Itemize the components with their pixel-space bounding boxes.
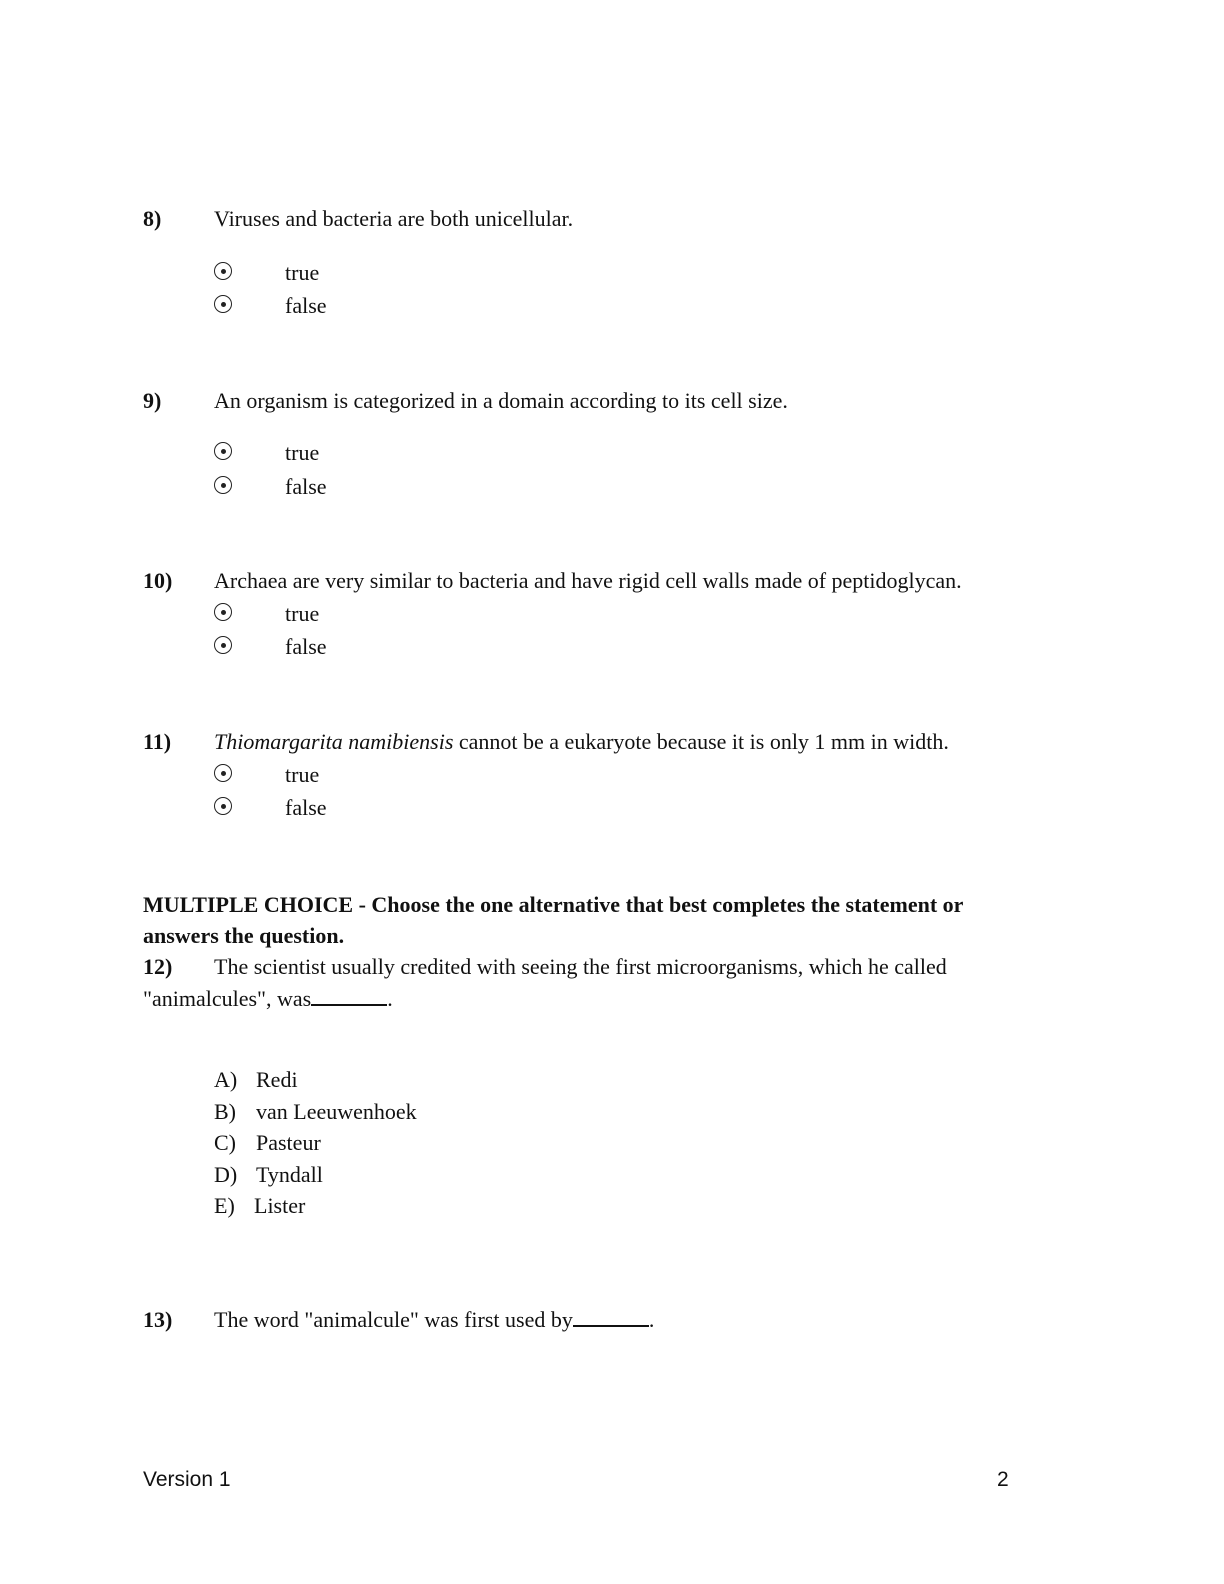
option-label: true [285,601,320,626]
choice-item[interactable] [214,1161,323,1189]
radio-icon[interactable] [214,476,232,494]
question-text [214,1306,654,1334]
choice-item[interactable] [214,1192,305,1220]
radio-icon[interactable] [214,262,232,280]
question-text-prefix: "animalcules", was [143,986,312,1011]
question-text: The scientist usually credited with seeing the first microorganisms, which he called [214,954,947,979]
radio-icon[interactable] [214,764,232,782]
section-heading: MULTIPLE CHOICE - Choose the one alternative that best completes the statement or answers the question. [143,892,964,948]
choice-letter: C) [214,1130,236,1155]
question-text: An organism is categorized in a domain according to its cell size. [214,388,788,413]
question-number: 12) [143,954,173,979]
choice-item[interactable] [214,1129,321,1157]
question-number: 10) [143,568,173,593]
option-label: false [285,293,327,318]
choice-text: Lister [254,1193,306,1218]
radio-icon[interactable] [214,797,232,815]
option-label: true [285,762,320,787]
question-number: 11) [143,729,172,754]
question-text: Archaea are very similar to bacteria and have rigid cell walls made of peptidoglycan. [214,568,962,593]
question-text-rest: cannot be a eukaryote because it is only 1 mm in width. [453,729,949,754]
question-text-line2 [143,985,393,1013]
question-text-prefix: The word "animalcule" was first used by [214,1307,573,1332]
option-label: false [285,795,327,820]
question-text [214,728,949,756]
choice-letter: D) [214,1162,238,1187]
choice-text: Redi [256,1067,298,1092]
choice-letter: B) [214,1099,236,1124]
choice-text: Pasteur [256,1130,321,1155]
choice-letter: E) [214,1193,235,1218]
footer-version: Version 1 [143,1468,231,1491]
choice-item[interactable] [214,1066,298,1094]
option-label: false [285,634,327,659]
question-text: Viruses and bacteria are both unicellular. [214,206,574,231]
choice-text: van Leeuwenhoek [256,1099,417,1124]
option-label: true [285,260,320,285]
radio-icon[interactable] [214,636,232,654]
choice-text: Tyndall [256,1162,323,1187]
choice-letter: A) [214,1067,238,1092]
radio-icon[interactable] [214,442,232,460]
footer-page-number: 2 [997,1468,1009,1491]
answer-blank [573,1324,649,1327]
option-label: false [285,474,327,499]
question-text-suffix: . [387,986,393,1011]
radio-icon[interactable] [214,295,232,313]
choice-item[interactable] [214,1098,417,1126]
question-number: 9) [143,388,162,413]
radio-icon[interactable] [214,603,232,621]
answer-blank [311,1003,387,1006]
question-text-suffix: . [648,1307,655,1332]
question-number: 8) [143,206,162,231]
question-number: 13) [143,1307,173,1332]
species-name: Thiomargarita namibiensis [214,729,454,754]
option-label: true [285,440,320,465]
